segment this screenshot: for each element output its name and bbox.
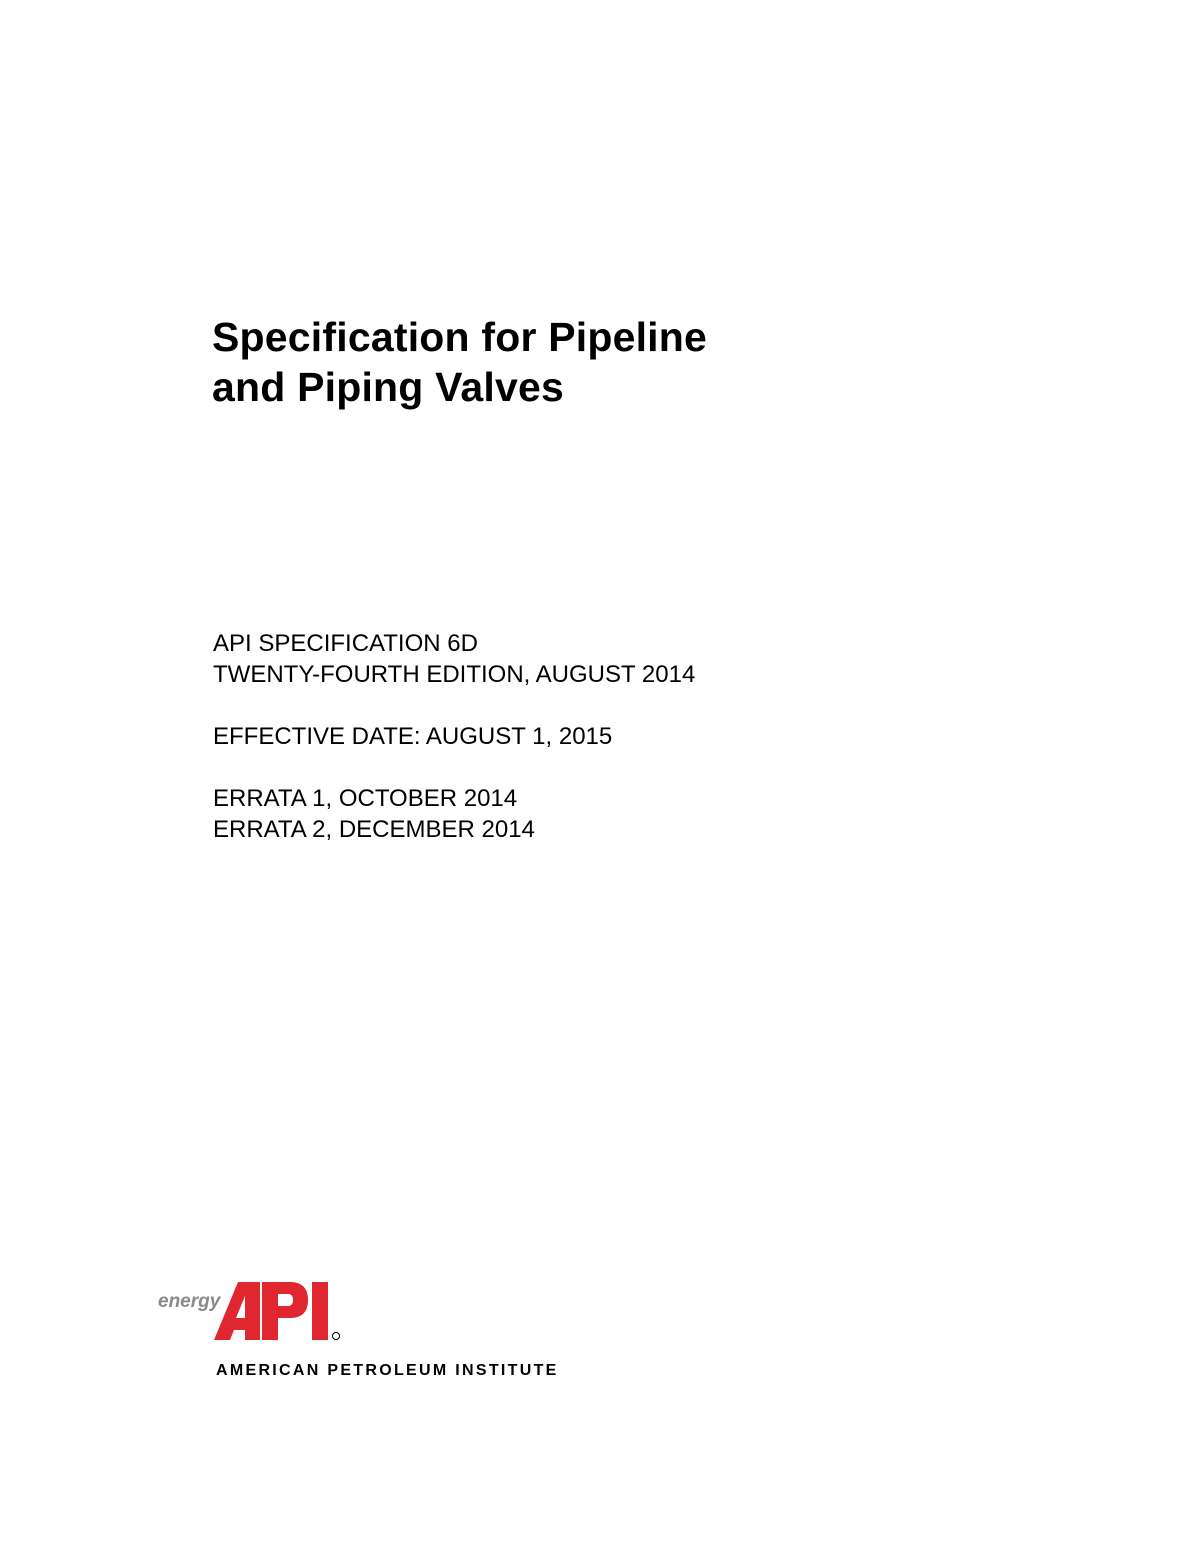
organization-name: AMERICAN PETROLEUM INSTITUTE: [216, 1362, 559, 1379]
spec-designation: API SPECIFICATION 6D: [213, 630, 478, 657]
publication-info: [213, 628, 695, 845]
title-line-2: and Piping Valves: [212, 364, 565, 410]
title-line-1: Specification for Pipeline: [212, 314, 708, 360]
api-logo-mark-icon: [150, 1278, 350, 1344]
edition-line: TWENTY-FOURTH EDITION, AUGUST 2014: [213, 661, 696, 688]
spacer: [213, 690, 695, 721]
effective-date: EFFECTIVE DATE: AUGUST 1, 2015: [213, 723, 613, 750]
errata-2: ERRATA 2, DECEMBER 2014: [213, 816, 535, 843]
logo-tagline: energy: [158, 1291, 221, 1312]
spacer: [213, 752, 695, 783]
errata-1: ERRATA 1, OCTOBER 2014: [213, 785, 518, 812]
registered-mark-icon: [333, 1333, 340, 1340]
document-title: [212, 312, 707, 412]
api-logo: [150, 1278, 570, 1388]
api-letterform-icon: [214, 1282, 328, 1340]
